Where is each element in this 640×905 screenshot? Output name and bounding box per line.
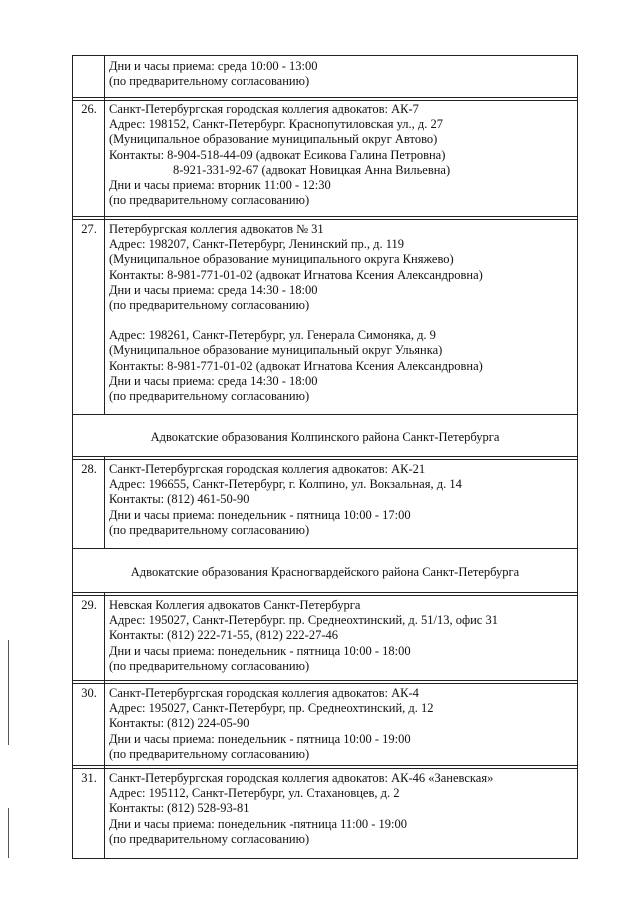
column-divider xyxy=(104,592,105,858)
continuation-cell xyxy=(109,59,577,89)
entry-number: 26. xyxy=(81,102,97,116)
cell-line: Контакты: 8-904-518-44-09 (адвокат Есикова Галина Петровна) xyxy=(109,147,446,162)
cell-line: (по предварительному согласованию) xyxy=(109,746,310,761)
table-rule xyxy=(72,548,578,549)
cell-line: Дни и часы приема: понедельник - пятница 10:00 - 17:00 xyxy=(109,507,411,522)
cell-line: Адрес: 195112, Санкт-Петербург, ул. Стахановцев, д. 2 xyxy=(109,786,400,801)
entry-cell xyxy=(109,462,577,538)
cell-line: Петербургская коллегия адвокатов № 31 xyxy=(109,222,324,236)
cell-line: (Муниципальное образование муниципального округа Княжево) xyxy=(109,252,454,267)
table-rule xyxy=(72,765,578,766)
cell-spacer xyxy=(109,313,577,328)
cell-line: (по предварительному согласованию) xyxy=(109,831,310,846)
cell-line: Дни и часы приема: вторник 11:00 - 12:30 xyxy=(109,178,331,193)
entry-number: 30. xyxy=(81,686,97,700)
entry-number: 28. xyxy=(81,462,97,476)
table-rule xyxy=(72,414,578,415)
cell-line: Санкт-Петербургская городская коллегия адвокатов: АК-4 xyxy=(109,686,419,700)
cell-line: 8-921-331-92-67 (адвокат Новицкая Анна Вильевна) xyxy=(173,162,451,177)
entry-cell xyxy=(109,771,577,847)
table-rule xyxy=(72,680,578,681)
cell-line: Адрес: 195027, Санкт-Петербург. пр. Среднеохтинский, д. 51/13, офис 31 xyxy=(109,613,498,628)
entry-number: 27. xyxy=(81,222,97,236)
margin-mark xyxy=(8,640,9,745)
cell-line: Контакты: (812) 461-50-90 xyxy=(109,492,250,507)
cell-line: Санкт-Петербургская городская коллегия адвокатов: АК-46 «Заневская» xyxy=(109,771,494,785)
section-heading: Адвокатские образования Колпинского района Санкт-Петербурга xyxy=(150,430,500,444)
cell-line: Дни и часы приема: понедельник -пятница 11:00 - 19:00 xyxy=(109,816,408,831)
entry-cell xyxy=(109,102,577,208)
column-divider xyxy=(104,456,105,548)
cell-line: (по предварительному согласованию) xyxy=(109,298,310,313)
cell-line: Дни и часы приема: понедельник - пятница 10:00 - 18:00 xyxy=(109,643,411,658)
table-rule xyxy=(72,219,578,220)
cell-line: Адрес: 196655, Санкт-Петербург, г. Колпино, ул. Вокзальная, д. 14 xyxy=(109,477,462,492)
table-rule xyxy=(72,459,578,460)
table-rule xyxy=(72,100,578,101)
cell-line: Дни и часы приема: среда 10:00 - 13:00 xyxy=(109,59,318,73)
table-rule xyxy=(72,592,578,593)
cell-line: (по предварительному согласованию) xyxy=(109,658,310,673)
cell-line: Контакты: 8-981-771-01-02 (адвокат Игнатова Ксения Александровна) xyxy=(109,358,483,373)
cell-line: Адрес: 198152, Санкт-Петербург. Краснопутиловская ул., д. 27 xyxy=(109,117,443,132)
cell-line: Невская Коллегия адвокатов Санкт-Петербурга xyxy=(109,598,361,612)
entry-number: 31. xyxy=(81,771,97,785)
entry-cell xyxy=(109,222,577,404)
cell-line: (по предварительному согласованию) xyxy=(109,522,310,537)
entry-number: 29. xyxy=(81,598,97,612)
section-heading: Адвокатские образования Красногвардейского района Санкт-Петербурга xyxy=(130,565,520,579)
cell-line: (Муниципальное образование муниципальный округ Ульянка) xyxy=(109,343,443,358)
cell-line: Контакты: (812) 222-71-55, (812) 222-27-46 xyxy=(109,628,338,643)
cell-line: Дни и часы приема: понедельник - пятница 10:00 - 19:00 xyxy=(109,731,411,746)
table-rule xyxy=(72,216,578,217)
cell-line: Адрес: 198261, Санкт-Петербург, ул. Генерала Симоняка, д. 9 xyxy=(109,328,436,343)
table-rule xyxy=(72,858,578,859)
cell-line: Санкт-Петербургская городская коллегия адвокатов: АК-7 xyxy=(109,102,419,116)
column-divider xyxy=(104,55,105,414)
cell-line: Дни и часы приема: среда 14:30 - 18:00 xyxy=(109,373,318,388)
entry-cell xyxy=(109,686,577,762)
cell-line: Дни и часы приема: среда 14:30 - 18:00 xyxy=(109,282,318,297)
cell-line: Адрес: 198207, Санкт-Петербург, Ленинский пр., д. 119 xyxy=(109,237,405,252)
cell-line: (по предварительному согласованию) xyxy=(109,74,310,89)
table-border-left xyxy=(72,55,73,858)
table-rule xyxy=(72,595,578,596)
margin-mark xyxy=(8,808,9,858)
table-rule xyxy=(72,55,578,56)
cell-line: (по предварительному согласованию) xyxy=(109,389,310,404)
cell-line: Контакты: (812) 224-05-90 xyxy=(109,716,250,731)
cell-line: Контакты: 8-981-771-01-02 (адвокат Игнатова Ксения Александровна) xyxy=(109,267,483,282)
table-rule xyxy=(72,456,578,457)
cell-line: (Муниципальное образование муниципальный округ Автово) xyxy=(109,132,438,147)
table-rule xyxy=(72,97,578,98)
table-border-right xyxy=(577,55,578,858)
cell-line: Адрес: 195027, Санкт-Петербург, пр. Среднеохтинский, д. 12 xyxy=(109,701,434,716)
table-rule xyxy=(72,768,578,769)
table-rule xyxy=(72,683,578,684)
cell-line: Контакты: (812) 528-93-81 xyxy=(109,801,250,816)
cell-line: Санкт-Петербургская городская коллегия адвокатов: АК-21 xyxy=(109,462,426,476)
entry-cell xyxy=(109,598,577,674)
cell-line: (по предварительному согласованию) xyxy=(109,193,310,208)
